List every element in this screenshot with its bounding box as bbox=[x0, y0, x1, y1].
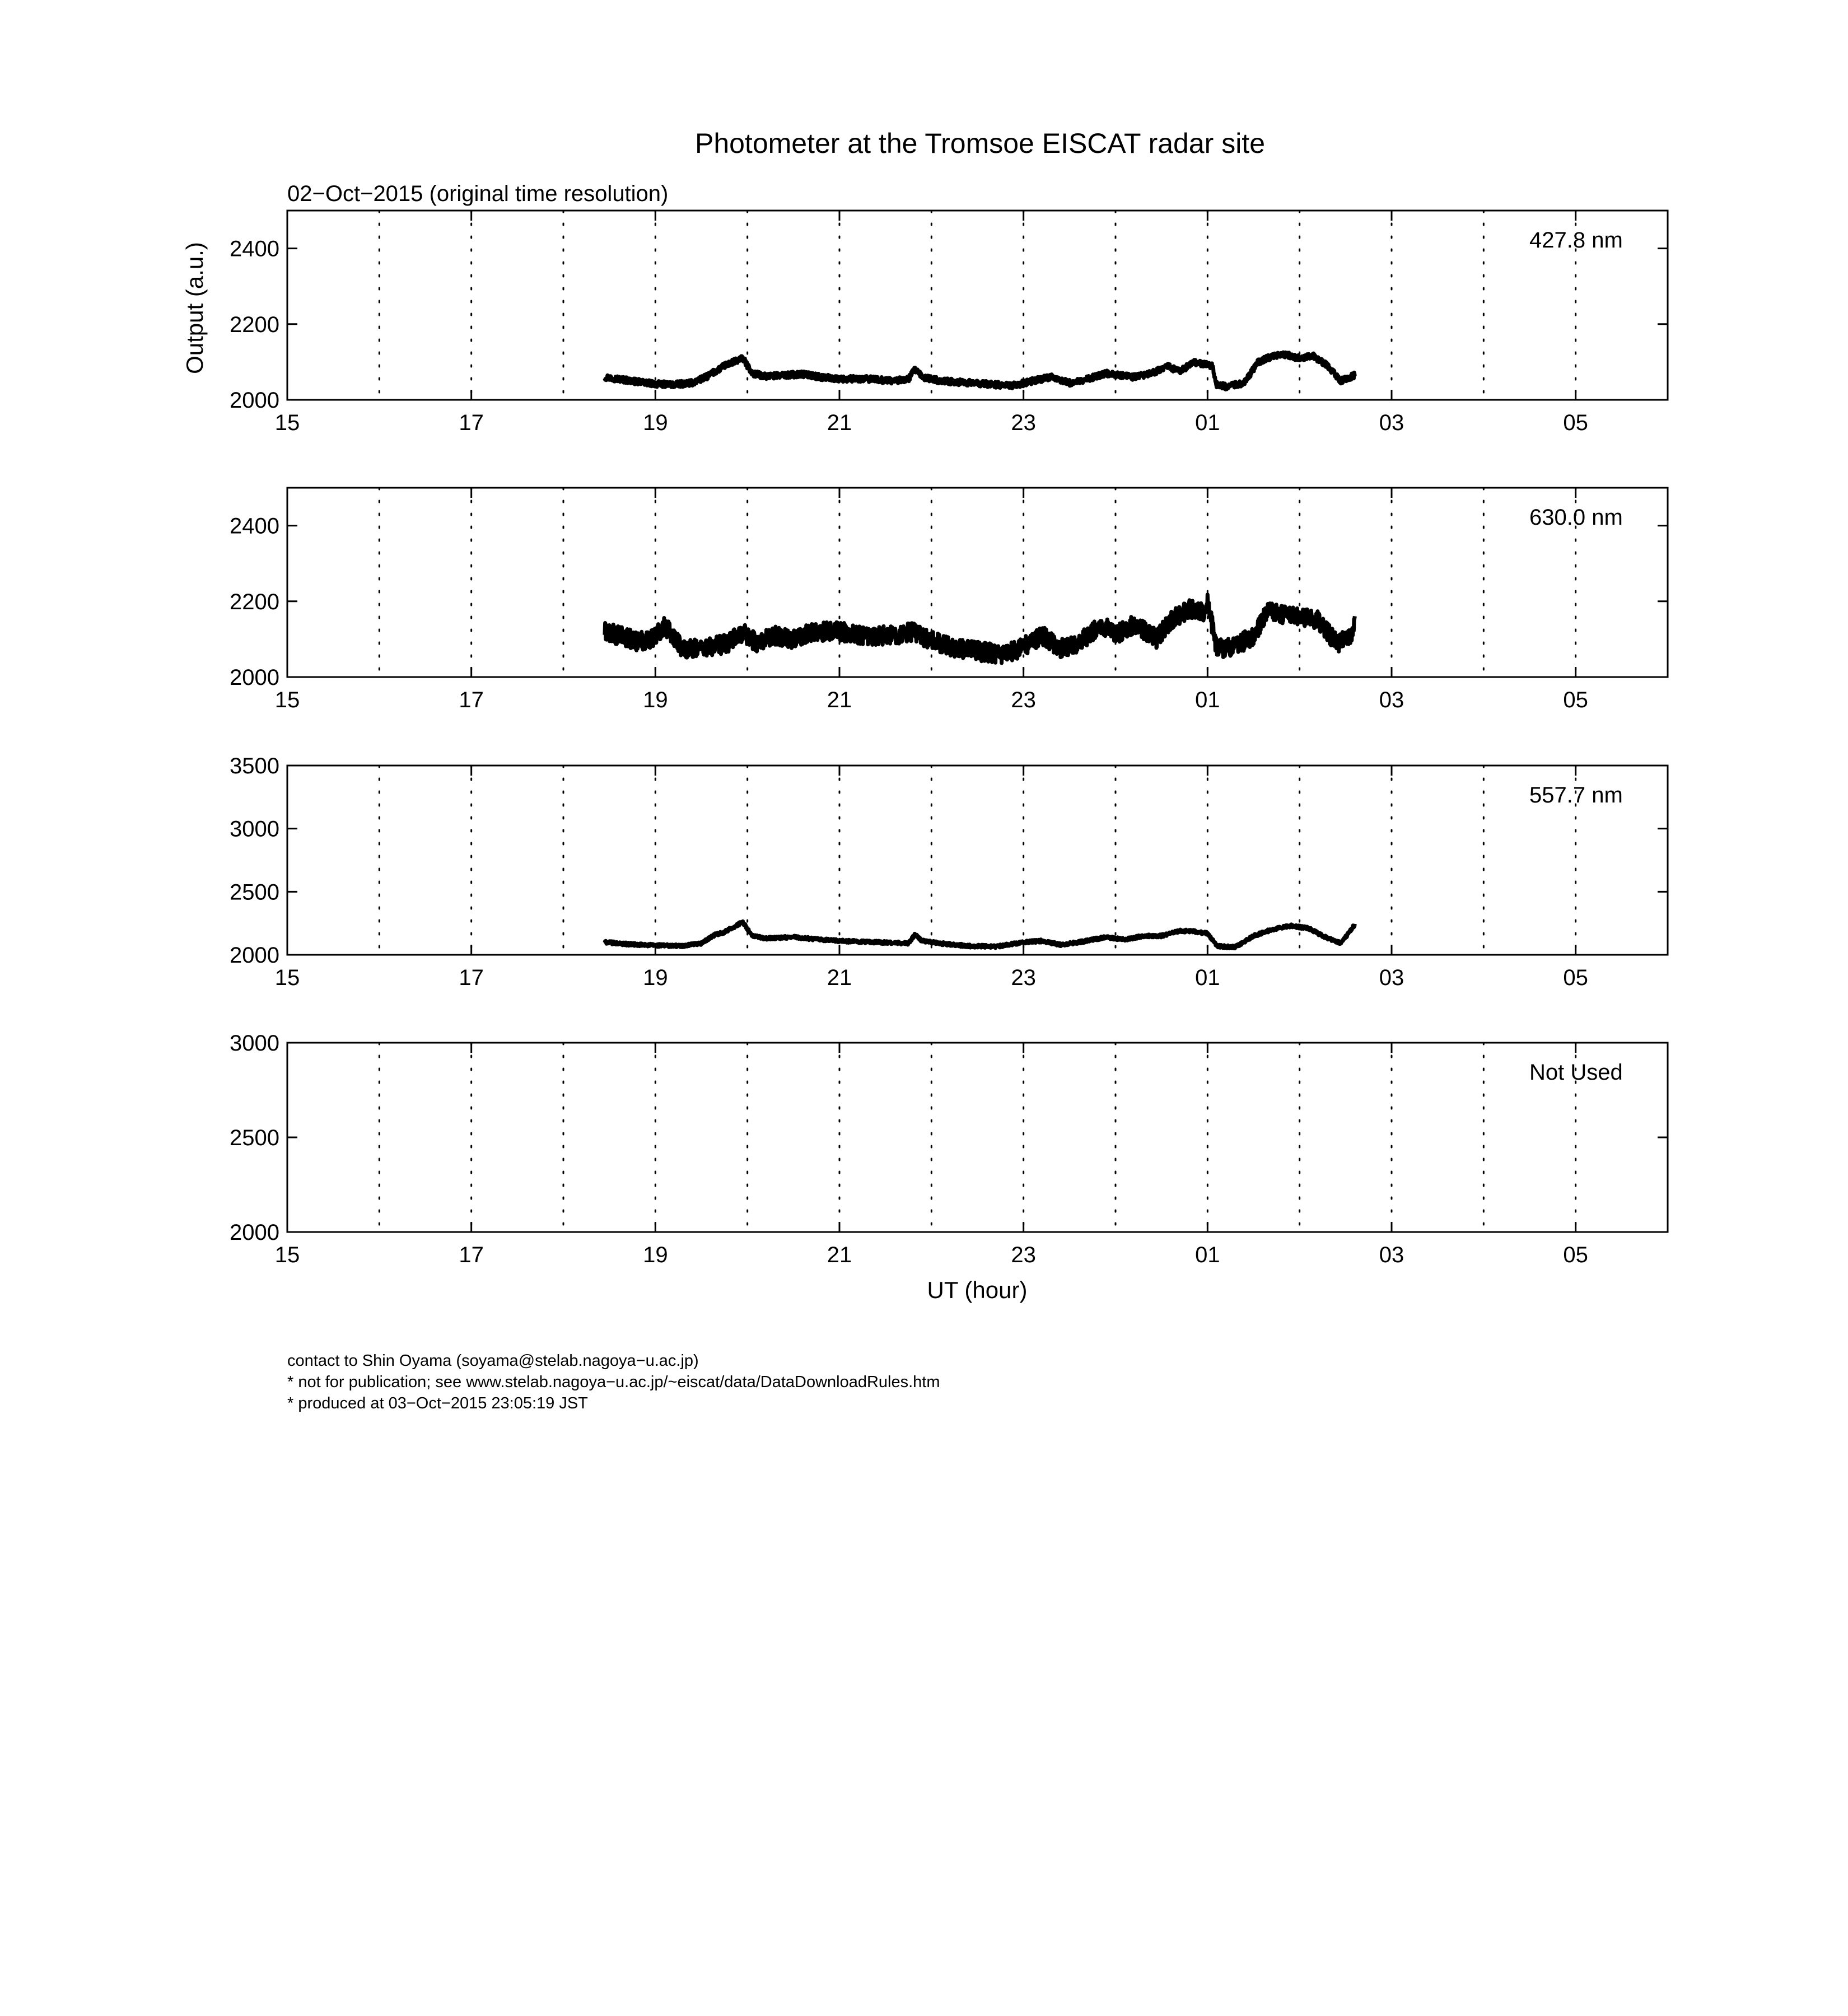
wavelength-label: Not Used bbox=[1529, 1060, 1623, 1085]
panel-2 bbox=[230, 488, 1668, 712]
footer-contact: contact to Shin Oyama (soyama@stelab.nagoya−u.ac.jp) bbox=[287, 1352, 699, 1370]
y-tick-label: 2400 bbox=[230, 236, 279, 262]
x-tick-label: 05 bbox=[1563, 965, 1588, 990]
x-tick-label: 17 bbox=[459, 965, 484, 990]
series-line bbox=[605, 921, 1355, 948]
y-tick-label: 2200 bbox=[230, 589, 279, 614]
x-tick-label: 19 bbox=[643, 965, 668, 990]
x-tick-label: 01 bbox=[1195, 410, 1220, 435]
x-tick-label: 23 bbox=[1011, 410, 1036, 435]
y-tick-label: 3500 bbox=[230, 754, 279, 778]
x-tick-label: 03 bbox=[1379, 688, 1404, 712]
panels-group bbox=[230, 211, 1668, 1267]
x-tick-label: 05 bbox=[1563, 410, 1588, 435]
figure-title: Photometer at the Tromsoe EISCAT radar site bbox=[694, 128, 1266, 159]
x-tick-label: 01 bbox=[1195, 1243, 1220, 1267]
x-axis-label: UT (hour) bbox=[927, 1277, 1028, 1303]
wavelength-label: 630.0 nm bbox=[1529, 505, 1623, 530]
x-tick-label: 21 bbox=[827, 410, 852, 435]
x-tick-label: 19 bbox=[643, 1243, 668, 1267]
plot-frame bbox=[287, 211, 1668, 400]
x-tick-label: 21 bbox=[827, 965, 852, 990]
x-tick-label: 01 bbox=[1195, 965, 1220, 990]
x-tick-label: 05 bbox=[1563, 1243, 1588, 1267]
footer-produced: * produced at 03−Oct−2015 23:05:19 JST bbox=[287, 1394, 588, 1412]
panel-1 bbox=[230, 211, 1668, 435]
y-tick-label: 2200 bbox=[230, 312, 279, 337]
x-tick-label: 05 bbox=[1563, 688, 1588, 712]
y-tick-label: 2000 bbox=[230, 943, 279, 968]
x-tick-label: 15 bbox=[274, 965, 300, 990]
y-tick-label: 3000 bbox=[230, 1031, 279, 1056]
x-tick-label: 17 bbox=[459, 1243, 484, 1267]
x-tick-label: 03 bbox=[1379, 965, 1404, 990]
x-tick-label: 17 bbox=[459, 410, 484, 435]
x-tick-label: 19 bbox=[643, 410, 668, 435]
x-tick-label: 15 bbox=[274, 1243, 300, 1267]
wavelength-label: 427.8 nm bbox=[1529, 228, 1623, 253]
figure-subtitle: 02−Oct−2015 (original time resolution) bbox=[287, 181, 669, 206]
x-tick-label: 03 bbox=[1379, 1243, 1404, 1267]
y-tick-label: 2500 bbox=[230, 880, 279, 905]
x-tick-label: 15 bbox=[274, 410, 300, 435]
panel-3 bbox=[230, 754, 1668, 990]
x-tick-label: 01 bbox=[1195, 688, 1220, 712]
x-tick-label: 15 bbox=[274, 688, 300, 712]
x-tick-label: 03 bbox=[1379, 410, 1404, 435]
wavelength-label: 557.7 nm bbox=[1529, 783, 1623, 808]
x-tick-label: 17 bbox=[459, 688, 484, 712]
plot-frame bbox=[287, 766, 1668, 955]
x-tick-label: 21 bbox=[827, 688, 852, 712]
x-tick-label: 23 bbox=[1011, 1243, 1036, 1267]
panel-4 bbox=[230, 1031, 1668, 1267]
y-tick-label: 2000 bbox=[230, 388, 279, 413]
y-tick-label: 2500 bbox=[230, 1126, 279, 1150]
x-tick-label: 23 bbox=[1011, 688, 1036, 712]
y-tick-label: 2400 bbox=[230, 514, 279, 539]
y-axis-label: Output (a.u.) bbox=[181, 242, 208, 374]
y-tick-label: 3000 bbox=[230, 816, 279, 842]
x-tick-label: 23 bbox=[1011, 965, 1036, 990]
y-tick-label: 2000 bbox=[230, 1220, 279, 1245]
plot-frame bbox=[287, 1043, 1668, 1232]
series-line bbox=[605, 352, 1355, 389]
y-tick-label: 2000 bbox=[230, 665, 279, 690]
series-line bbox=[605, 595, 1355, 663]
footer-rules: * not for publication; see www.stelab.nagoya−u.ac.jp/~eiscat/data/DataDownloadRules.htm bbox=[287, 1373, 940, 1391]
x-tick-label: 21 bbox=[827, 1243, 852, 1267]
x-tick-label: 19 bbox=[643, 688, 668, 712]
